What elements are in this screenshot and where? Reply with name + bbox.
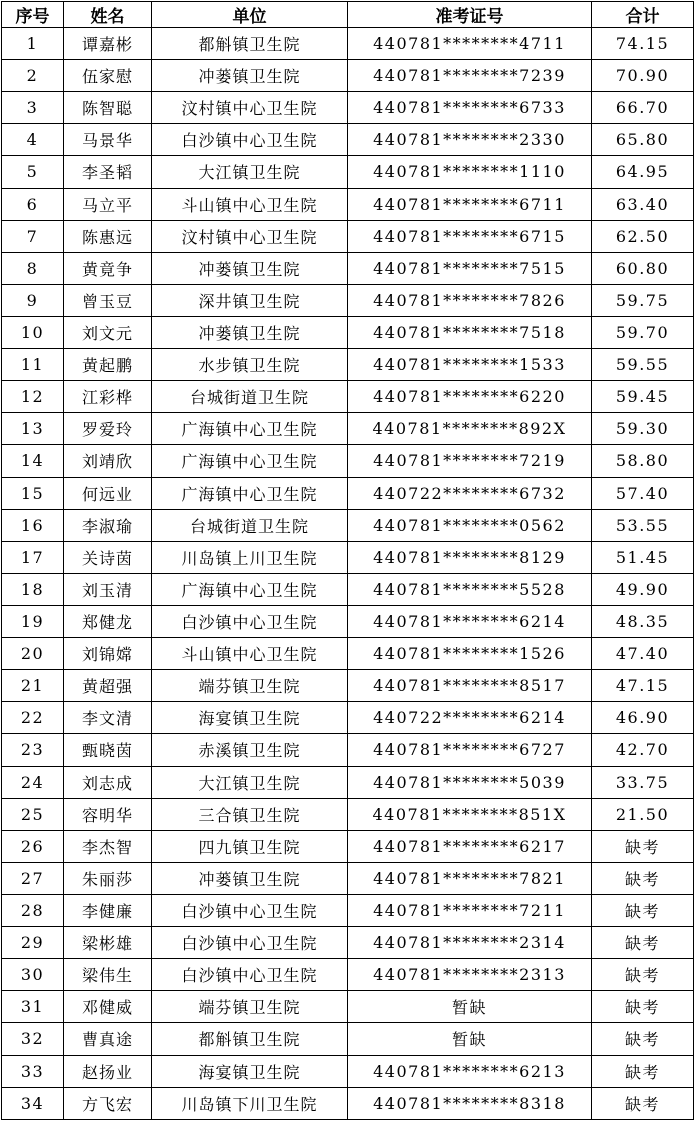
cell-exam-id: 440781********6217 [348, 830, 592, 862]
cell-index: 32 [2, 1023, 64, 1055]
cell-name: 李文清 [64, 702, 152, 734]
cell-unit: 都斛镇卫生院 [152, 1023, 348, 1055]
cell-index: 31 [2, 991, 64, 1023]
table-row [2, 894, 694, 926]
cell-exam-id: 440781********2313 [348, 959, 592, 991]
cell-index: 11 [2, 349, 64, 381]
cell-unit: 白沙镇中心卫生院 [152, 959, 348, 991]
cell-exam-id: 440781********7821 [348, 862, 592, 894]
table-row [2, 1087, 694, 1119]
cell-total: 46.90 [592, 702, 694, 734]
cell-exam-id: 440781********2314 [348, 927, 592, 959]
cell-name: 谭嘉彬 [64, 28, 152, 60]
cell-unit: 水步镇卫生院 [152, 349, 348, 381]
cell-name: 关诗茵 [64, 541, 152, 573]
cell-total: 47.40 [592, 638, 694, 670]
cell-exam-id: 440722********6214 [348, 702, 592, 734]
cell-total: 66.70 [592, 92, 694, 124]
cell-total: 缺考 [592, 862, 694, 894]
cell-index: 12 [2, 381, 64, 413]
cell-name: 方飞宏 [64, 1087, 152, 1119]
cell-exam-id: 440781********4711 [348, 28, 592, 60]
cell-total: 49.90 [592, 573, 694, 605]
cell-exam-id: 440781********1110 [348, 156, 592, 188]
cell-exam-id: 440781********8129 [348, 541, 592, 573]
cell-total: 33.75 [592, 766, 694, 798]
table-row [2, 541, 694, 573]
cell-index: 14 [2, 445, 64, 477]
cell-total: 缺考 [592, 927, 694, 959]
cell-name: 刘志成 [64, 766, 152, 798]
cell-name: 江彩桦 [64, 381, 152, 413]
table-row [2, 830, 694, 862]
cell-name: 刘文元 [64, 316, 152, 348]
cell-unit: 冲蒌镇卫生院 [152, 252, 348, 284]
cell-name: 刘靖欣 [64, 445, 152, 477]
cell-unit: 广海镇中心卫生院 [152, 445, 348, 477]
cell-unit: 白沙镇中心卫生院 [152, 124, 348, 156]
cell-total: 65.80 [592, 124, 694, 156]
cell-unit: 台城街道卫生院 [152, 381, 348, 413]
cell-name: 陈智聪 [64, 92, 152, 124]
cell-exam-id: 440781********7515 [348, 252, 592, 284]
table-row [2, 477, 694, 509]
cell-index: 29 [2, 927, 64, 959]
cell-exam-id: 440781********7211 [348, 894, 592, 926]
cell-name: 郑健龙 [64, 605, 152, 637]
cell-index: 30 [2, 959, 64, 991]
cell-total: 51.45 [592, 541, 694, 573]
table-row [2, 702, 694, 734]
header-name: 姓名 [64, 2, 152, 28]
cell-index: 3 [2, 92, 64, 124]
cell-total: 59.75 [592, 284, 694, 316]
table-row [2, 862, 694, 894]
cell-exam-id: 440781********1533 [348, 349, 592, 381]
cell-name: 马立平 [64, 188, 152, 220]
cell-total: 缺考 [592, 991, 694, 1023]
header-index: 序号 [2, 2, 64, 28]
cell-index: 21 [2, 670, 64, 702]
cell-index: 8 [2, 252, 64, 284]
cell-name: 罗爱玲 [64, 413, 152, 445]
table-row [2, 413, 694, 445]
cell-name: 伍家慰 [64, 60, 152, 92]
cell-total: 48.35 [592, 605, 694, 637]
cell-unit: 广海镇中心卫生院 [152, 413, 348, 445]
cell-total: 缺考 [592, 1087, 694, 1119]
cell-name: 刘锦嫦 [64, 638, 152, 670]
cell-index: 13 [2, 413, 64, 445]
cell-index: 24 [2, 766, 64, 798]
table-row [2, 188, 694, 220]
cell-index: 18 [2, 573, 64, 605]
cell-exam-id: 440781********6733 [348, 92, 592, 124]
table-row [2, 252, 694, 284]
cell-name: 曾玉豆 [64, 284, 152, 316]
cell-index: 4 [2, 124, 64, 156]
cell-exam-id: 440781********6715 [348, 220, 592, 252]
cell-index: 16 [2, 509, 64, 541]
cell-exam-id: 440781********8517 [348, 670, 592, 702]
cell-total: 47.15 [592, 670, 694, 702]
cell-exam-id: 440781********7219 [348, 445, 592, 477]
cell-name: 黄竟争 [64, 252, 152, 284]
table-row [2, 927, 694, 959]
header-row [2, 2, 694, 28]
cell-total: 62.50 [592, 220, 694, 252]
cell-unit: 台城街道卫生院 [152, 509, 348, 541]
cell-total: 缺考 [592, 1023, 694, 1055]
table-row [2, 638, 694, 670]
cell-exam-id: 440781********0562 [348, 509, 592, 541]
cell-total: 58.80 [592, 445, 694, 477]
cell-index: 22 [2, 702, 64, 734]
table-row [2, 573, 694, 605]
cell-unit: 端芬镇卫生院 [152, 991, 348, 1023]
cell-name: 黄起鹏 [64, 349, 152, 381]
cell-unit: 冲蒌镇卫生院 [152, 60, 348, 92]
header-total: 合计 [592, 2, 694, 28]
cell-index: 25 [2, 798, 64, 830]
cell-index: 5 [2, 156, 64, 188]
cell-name: 李圣韬 [64, 156, 152, 188]
table-row [2, 734, 694, 766]
cell-index: 17 [2, 541, 64, 573]
cell-name: 梁伟生 [64, 959, 152, 991]
cell-name: 梁彬雄 [64, 927, 152, 959]
cell-unit: 大江镇卫生院 [152, 766, 348, 798]
cell-unit: 大江镇卫生院 [152, 156, 348, 188]
cell-exam-id: 440781********7239 [348, 60, 592, 92]
cell-name: 邓健威 [64, 991, 152, 1023]
cell-unit: 赤溪镇卫生院 [152, 734, 348, 766]
cell-unit: 汶村镇中心卫生院 [152, 220, 348, 252]
cell-name: 容明华 [64, 798, 152, 830]
cell-name: 黄超强 [64, 670, 152, 702]
cell-unit: 斗山镇中心卫生院 [152, 638, 348, 670]
header-exam-id: 准考证号 [348, 2, 592, 28]
cell-exam-id: 440781********7518 [348, 316, 592, 348]
cell-exam-id: 440781********6711 [348, 188, 592, 220]
cell-total: 缺考 [592, 894, 694, 926]
table-body [2, 28, 694, 1120]
cell-total: 59.45 [592, 381, 694, 413]
cell-unit: 海宴镇卫生院 [152, 702, 348, 734]
cell-index: 34 [2, 1087, 64, 1119]
cell-unit: 广海镇中心卫生院 [152, 477, 348, 509]
cell-exam-id: 440781********6727 [348, 734, 592, 766]
cell-name: 甄晓茵 [64, 734, 152, 766]
table-row [2, 509, 694, 541]
cell-unit: 海宴镇卫生院 [152, 1055, 348, 1087]
cell-unit: 白沙镇中心卫生院 [152, 927, 348, 959]
cell-index: 19 [2, 605, 64, 637]
header-unit: 单位 [152, 2, 348, 28]
cell-unit: 汶村镇中心卫生院 [152, 92, 348, 124]
table-row [2, 959, 694, 991]
cell-index: 1 [2, 28, 64, 60]
cell-total: 63.40 [592, 188, 694, 220]
cell-exam-id: 440781********892X [348, 413, 592, 445]
table-row [2, 381, 694, 413]
cell-total: 57.40 [592, 477, 694, 509]
cell-name: 马景华 [64, 124, 152, 156]
cell-index: 26 [2, 830, 64, 862]
cell-unit: 都斛镇卫生院 [152, 28, 348, 60]
table-row [2, 349, 694, 381]
score-table [1, 1, 694, 1120]
cell-name: 赵扬业 [64, 1055, 152, 1087]
cell-exam-id: 440781********1526 [348, 638, 592, 670]
cell-exam-id: 440781********2330 [348, 124, 592, 156]
cell-name: 李健廉 [64, 894, 152, 926]
cell-total: 42.70 [592, 734, 694, 766]
table-row [2, 316, 694, 348]
cell-unit: 白沙镇中心卫生院 [152, 894, 348, 926]
cell-index: 20 [2, 638, 64, 670]
table-row [2, 798, 694, 830]
cell-exam-id: 暂缺 [348, 991, 592, 1023]
cell-unit: 川岛镇上川卫生院 [152, 541, 348, 573]
cell-name: 刘玉清 [64, 573, 152, 605]
table-row [2, 220, 694, 252]
table-row [2, 445, 694, 477]
cell-unit: 广海镇中心卫生院 [152, 573, 348, 605]
cell-total: 60.80 [592, 252, 694, 284]
cell-index: 7 [2, 220, 64, 252]
table-row [2, 284, 694, 316]
table-row [2, 991, 694, 1023]
cell-index: 6 [2, 188, 64, 220]
cell-index: 9 [2, 284, 64, 316]
cell-unit: 四九镇卫生院 [152, 830, 348, 862]
table-row [2, 605, 694, 637]
cell-exam-id: 440781********6220 [348, 381, 592, 413]
cell-index: 23 [2, 734, 64, 766]
table-row [2, 156, 694, 188]
cell-total: 74.15 [592, 28, 694, 60]
cell-exam-id: 440781********851X [348, 798, 592, 830]
cell-total: 70.90 [592, 60, 694, 92]
cell-name: 陈惠远 [64, 220, 152, 252]
cell-index: 27 [2, 862, 64, 894]
cell-total: 59.30 [592, 413, 694, 445]
cell-name: 何远业 [64, 477, 152, 509]
cell-index: 15 [2, 477, 64, 509]
table-row [2, 92, 694, 124]
cell-unit: 川岛镇下川卫生院 [152, 1087, 348, 1119]
cell-exam-id: 440781********5039 [348, 766, 592, 798]
cell-index: 10 [2, 316, 64, 348]
cell-total: 缺考 [592, 1055, 694, 1087]
cell-total: 59.55 [592, 349, 694, 381]
cell-index: 28 [2, 894, 64, 926]
cell-unit: 冲蒌镇卫生院 [152, 862, 348, 894]
cell-unit: 端芬镇卫生院 [152, 670, 348, 702]
cell-unit: 冲蒌镇卫生院 [152, 316, 348, 348]
cell-unit: 深井镇卫生院 [152, 284, 348, 316]
cell-unit: 斗山镇中心卫生院 [152, 188, 348, 220]
cell-exam-id: 440781********6214 [348, 605, 592, 637]
cell-unit: 三合镇卫生院 [152, 798, 348, 830]
cell-exam-id: 暂缺 [348, 1023, 592, 1055]
table-row [2, 670, 694, 702]
cell-total: 59.70 [592, 316, 694, 348]
cell-exam-id: 440781********5528 [348, 573, 592, 605]
cell-total: 21.50 [592, 798, 694, 830]
cell-name: 朱丽莎 [64, 862, 152, 894]
cell-total: 缺考 [592, 959, 694, 991]
cell-total: 缺考 [592, 830, 694, 862]
cell-exam-id: 440722********6732 [348, 477, 592, 509]
cell-name: 曹真途 [64, 1023, 152, 1055]
table-row [2, 766, 694, 798]
table-row [2, 60, 694, 92]
table-row [2, 1055, 694, 1087]
cell-index: 2 [2, 60, 64, 92]
cell-total: 53.55 [592, 509, 694, 541]
cell-name: 李淑瑜 [64, 509, 152, 541]
cell-total: 64.95 [592, 156, 694, 188]
cell-exam-id: 440781********8318 [348, 1087, 592, 1119]
table-row [2, 28, 694, 60]
cell-name: 李杰智 [64, 830, 152, 862]
table-row [2, 1023, 694, 1055]
cell-exam-id: 440781********6213 [348, 1055, 592, 1087]
cell-exam-id: 440781********7826 [348, 284, 592, 316]
table-row [2, 124, 694, 156]
cell-index: 33 [2, 1055, 64, 1087]
cell-unit: 白沙镇中心卫生院 [152, 605, 348, 637]
